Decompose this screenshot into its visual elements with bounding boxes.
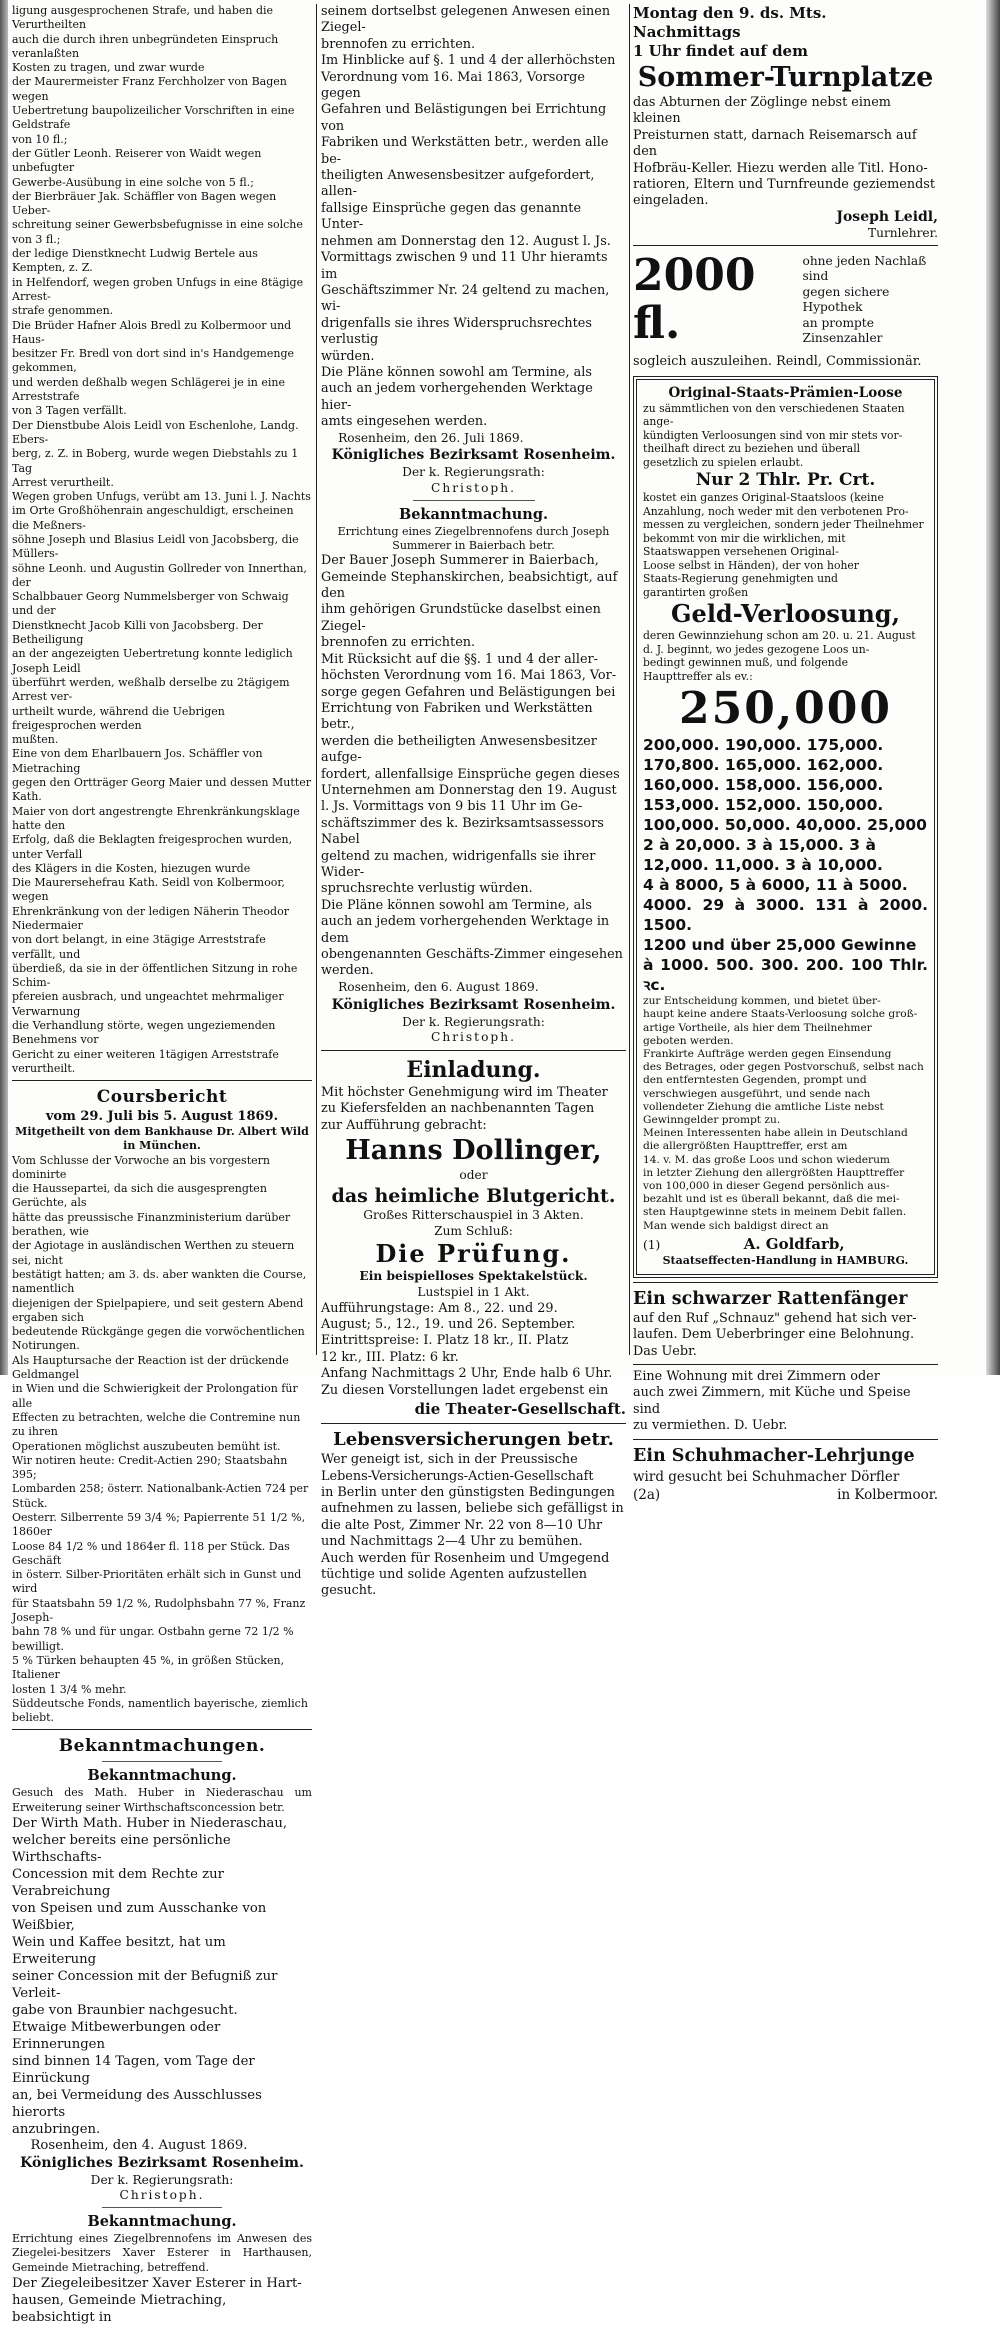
divider [413,500,535,501]
lottery-order-number: (1) [643,1237,661,1252]
court-report [12,4,312,1076]
text-line: von 100,000 in dieser Gegend persönlich aus- [643,1180,890,1192]
dog-title: Ein schwarzer Rattenfänger [633,1288,908,1309]
notice-signer: Christoph. [431,480,516,495]
zum-schluss: Zum Schluß: [434,1223,513,1238]
text-line: Haupttreffer als ev.: [643,669,753,683]
notice-subject: Errichtung eines Ziegelbrennofens durch Joseph Summerer in Baierbach betr. [337,524,610,552]
text-line: söhne Leonh. und Augustin Gollreder von Innerthan, der [12,561,307,589]
apprentice-line2: in Kolbermoor. [837,1486,938,1503]
text-line: 5 % Türken behaupten 45 %, in größen Stücken, Italiener [12,1653,285,1682]
text-line: vollendeter Ziehung die amtliche Liste nebst [643,1100,884,1113]
turnen-signer: Joseph Leidl, [836,208,938,225]
text-line: fallsige Einsprüche gegen das genannte Unter- [321,200,582,233]
notice-esterer-continued [321,4,626,497]
text-line: Gewerbe-Ausübung in eine solche von 5 fl.; [12,175,254,189]
text-line: Oesterr. Silberrente 59 3/4 %; Papierrente 51 1/2 %, 1860er [12,1510,306,1539]
text-line: Die Pläne können sowohl am Termine, als [321,897,592,913]
text-line: überführt werden, weßhalb derselbe zu 2tägigem Arrest ver- [12,675,290,704]
text-line: Wer geneigt ist, sich in der Preussische [321,1452,578,1468]
text-line: geltend zu machen, widrigenfalls sie ihrer Wider- [321,848,596,880]
notice-signer: Christoph. [119,2188,205,2203]
text-line: Meinen Interessenten habe allein in Deutschland [643,1127,908,1140]
coursbericht-city: in München. [123,1139,201,1153]
turnen-signer-title: Turnlehrer. [867,225,938,240]
play-oder: oder [459,1168,488,1183]
text-line: die Verhandlung störte, wegen ungeziemenden Benehmens vor [12,1019,276,1047]
text-line: haupt keine andere Staats-Verloosung solche groß- [643,1008,918,1021]
notice-body [321,553,626,980]
text-line: pfereien ausbrach, und ungeachtet mehrmaliger Verwarnung [12,990,284,1018]
text-line: Verordnung vom 16. Mai 1863, Vorsorge gegen [321,69,585,102]
notice-date: Rosenheim, den 4. August 1869. [30,2138,248,2154]
text-line: Man wende sich baldigst direct an [643,1219,829,1232]
text-line: ratioren, Eltern und Turnfreunde geziemendst [633,177,935,193]
text-line: bekommt von mir die wirklichen, mit [643,531,846,545]
text-line: spruchsrechte verlustig würden. [321,881,533,897]
text-line: ohne jeden Nachlaß sind [802,253,927,284]
lottery-text-a [643,402,928,470]
text-line: Gefahren und Belästigungen bei Errichtung von [321,102,607,134]
column-rule [316,4,317,1355]
text-line: drigenfalls sie ihres Widerspruchsrechtes verlustig [321,315,592,348]
text-line: Aufführungstage: Am 8., 22. und 29. [321,1300,558,1316]
text-line: die Haussepartei, da sich die ausgesprengten Gerüchte, als [12,1182,267,1210]
notice-date: Rosenheim, den 26. Juli 1869. [338,430,524,445]
divider [633,1439,938,1440]
text-line: bahn 78 % und für ungar. Ostbahn gerne 72 1/2 % bewilligt. [12,1625,294,1653]
text-line: gegen den Ortträger Georg Maier und dessen Mutter Kath. [12,776,311,804]
text-line: seinem dortselbst gelegenen Anwesen einen Ziegel- [321,4,611,36]
text-line: Vom Schlusse der Vorwoche an bis vorgestern dominirte [12,1153,270,1181]
notice-rank: Der k. Regierungsrath: [90,2172,234,2187]
text-line: den entferntesten Gegenden, prompt und [643,1074,867,1087]
notice-date: Rosenheim, den 6. August 1869. [338,979,539,994]
text-line: hausen, Gemeinde Mietraching, beabsichtigt in [12,2293,227,2326]
text-line: Frankirte Aufträge werden gegen Einsendung [643,1047,892,1060]
text-line: bestätigt hatten; am 3. ds. aber wankten die Course, namentlich [12,1267,307,1296]
text-line: obengenannten Geschäfts-Zimmer eingesehen [321,947,623,963]
text-line: würden. [321,348,375,364]
insurance-body [321,1452,626,1600]
text-line: besitzer Fr. Bredl von dort sind in's Handgemenge gekommen, [12,347,294,375]
text-line: Anzahlung, noch weder mit den verbotenen Pro- [643,504,909,518]
text-line: eingeladen. [633,193,709,209]
divider [633,245,938,246]
text-line: zur Aufführung gebracht: [321,1117,487,1133]
notice-rank: Der k. Regierungsrath: [402,465,545,480]
text-line: in österr. Silber-Prioritäten erhält sich in Gunst und wird [12,1568,302,1596]
text-line: in Helfendorf, wegen groben Unfugs in eine 8tägige Arrest- [12,275,304,303]
turnen-date: Montag den 9. ds. Mts. Nachmittags [633,4,827,41]
text-line: Geschäftszimmer Nr. 24 geltend zu machen, wi- [321,282,610,315]
text-line: Effecten zu betrachten, welche die Contremine nun zu ihren [12,1410,301,1439]
text-line: Erfolg, daß die Beklagten freigesprochen wurden, unter Verfall [12,833,293,861]
text-line: von dort belangt, in eine 3tägige Arreststrafe verfällt, und [12,933,266,961]
text-line: 200,000. 190,000. 175,000. [643,736,884,755]
scan-edge-right [986,0,1000,1375]
text-line: amts eingesehen werden. [321,414,488,430]
notice-body [321,4,626,431]
text-line: Fabriken und Werkstätten betr., werden alle be- [321,135,609,167]
text-line: 12 kr., III. Platz: 6 kr. [321,1349,459,1365]
text-line: und Nachmittags 2—4 Uhr zu bemühen. [321,1534,583,1550]
coursbericht-period: vom 29. Juli bis 5. August 1869. [45,1109,279,1125]
text-line: 12,000. 11,000. 3 à 10,000. [643,856,883,875]
turnen-ad [633,4,938,241]
text-line: Gericht zu einer weiteren 1tägigen Arreststrafe verurtheilt. [12,1047,279,1075]
text-line: der Maurermeister Franz Ferchholzer von Bagen wegen [12,75,287,103]
lottery-ad [633,376,938,1278]
lottery-prizes [643,735,928,995]
lottery-title: Original-Staats-Prämien-Loose [668,384,903,401]
text-line: in Wien und die Schwierigkeit der Prolongation für alle [12,1382,298,1410]
text-line: zu Kiefersfelden an nachbenannten Tagen [321,1101,595,1117]
text-line: sorge gegen Gefahren und Belästigungen bei [321,684,616,700]
text-line: im Orte Großhöhenrain angeschuldigt, erscheinen die Meßners- [12,504,294,532]
text-line: kostet ein ganzes Original-Staatsloos (keine [643,491,884,505]
text-line: Süddeutsche Fonds, namentlich bayerische, ziemlich beliebt. [12,1696,308,1725]
text-line: Die Brüder Hafner Alois Bredl zu Kolbermoor und Haus- [12,318,292,346]
text-line: Ehrenkränkung von der ledigen Näherin Theodor Niedermaier [12,904,289,932]
text-line: 100,000. 50,000. 40,000. 25,000 [643,816,927,835]
lottery-firm: A. Goldfarb, [743,1234,845,1253]
divider [321,1423,626,1424]
notice-body [12,1815,312,2138]
text-line: Loose selbst in Händen), der von hoher [643,558,859,572]
text-line: Anfang Nachmittags 2 Uhr, Ende halb 6 Uhr. [321,1366,613,1382]
text-line: gabe von Braunbier nachgesucht. [12,2003,238,2019]
column-left [12,4,312,2326]
dog-body [633,1311,938,1360]
text-line: sind binnen 14 Tagen, vom Tage der Einrückung [12,2054,255,2087]
text-line: des Klägers in die Kosten, hiezugen wurde [12,861,251,875]
text-line: von 10 fl.; [12,132,68,146]
text-line: losten 1 3/4 % mehr. [12,1682,127,1696]
text-line: Die Maurersehefrau Kath. Seidl von Kolbermoor, wegen [12,876,285,904]
text-line: brennofen zu errichten. [321,635,476,651]
loan-text [802,254,938,347]
lottery-jackpot: 250,000 [678,683,892,735]
play-subtitle: das heimliche Blutgericht. [331,1184,616,1207]
text-line: Der Bauer Joseph Summerer in Baierbach, [321,553,599,569]
text-line: diejenigen der Spielpapiere, und seit gestern Abend ergaben sich [12,1296,304,1324]
column-middle [321,4,626,1599]
text-line: zu sämmtlichen von den verschiedenen Staaten ange- [643,401,905,429]
text-line: d. J. beginnt, wo jedes gezogene Loos un- [643,642,870,656]
divider [12,1080,312,1081]
text-line: Dienstknecht Jacob Killi von Jacobsberg. Der Betheiligung [12,618,263,647]
text-line: 153,000. 152,000. 150,000. [643,796,884,815]
text-line: theilhaft direct zu beziehen und überall [643,442,861,456]
divider [102,1761,222,1762]
text-line: Der Ziegeleibesitzer Xaver Esterer in Hart- [12,2276,302,2292]
theater-heading: Einladung. [406,1056,541,1083]
theater-ad [321,1055,626,1419]
text-line: urtheilt wurde, während die Uebrigen freigesprochen werden [12,704,225,732]
text-line: überdieß, da sie in der öffentlichen Sitzung in rohe Schim- [12,961,298,990]
divider [633,1364,938,1365]
text-line: Gemeinde Stephanskirchen, beabsichtigt, auf den [321,569,618,602]
text-line: Auch werden für Rosenheim und Umgegend [321,1550,610,1566]
text-line: nehmen am Donnerstag den 12. August l. Js. [321,233,611,249]
text-line: auch an jedem vorhergehenden Werktage hier- [321,381,593,413]
text-line: Der Dienstbube Alois Leidl von Eschenlohe, Landg. Ebers- [12,418,299,446]
lottery-firm-sub: Staatseffecten-Handlung in HAMBURG. [662,1253,909,1267]
turnen-time: 1 Uhr findet auf dem [633,42,808,60]
text-line: an prompte Zinsenzahler [802,315,883,346]
text-line: werden die betheiligten Anwesensbesitzer aufge- [321,733,597,766]
bekanntmachungen-heading: Bekanntmachungen. [58,1736,266,1757]
text-line: Arrest verurtheilt. [12,475,114,489]
text-line: werden. [321,963,374,979]
notice-authority: Königliches Bezirksamt Rosenheim. [331,996,616,1013]
play2-title: Die Prüfung. [375,1239,572,1269]
text-line: 4000. 29 à 3000. 131 à 2000. 1500. [643,896,928,935]
text-line: 14. v. M. das große Loos und schon wiederum [643,1153,890,1166]
notice-summerer [321,504,626,1046]
text-line: Kosten zu tragen, und zwar wurde [12,61,205,75]
text-line: Eintrittspreise: I. Platz 18 kr., II. Platz [321,1333,569,1349]
text-line: Als Hauptursache der Reaction ist der drückende Geldmangel [12,1353,289,1382]
insurance-ad [321,1428,626,1600]
play-title: Hanns Dollinger, [345,1135,602,1167]
text-line: sten Hauptgewinne stets in meinem Debit fallen. [643,1206,907,1219]
text-line: Die Pläne können sowohl am Termine, als [321,364,592,380]
loan-amount: 2000 fl. [633,250,756,350]
lottery-text-c [643,629,928,683]
notice-heading: Bekanntmachung. [87,2213,237,2231]
text-line: aufnehmen zu lassen, beliebe sich gefälligst in [321,1501,624,1517]
notice-heading: Bekanntmachung. [398,505,549,523]
flat-ad [633,1369,938,1435]
text-line: messen zu vergleichen, sondern jeder Theilnehmer [643,518,924,532]
text-line: seiner Concession mit der Befugniß zur Verleit- [12,1969,278,2002]
text-line: das Abturnen der Zöglinge nebst einem kleinen [633,95,891,127]
text-line: höchsten Verordnung vom 16. Mai 1863, Vor- [321,668,617,684]
notice-signer: Christoph. [431,1030,516,1045]
text-line: an, bei Vermeidung des Ausschlusses hierorts [12,2088,262,2121]
flat-body [633,1369,938,1435]
text-line: des Betrages, oder gegen Postvorschuß, selbst nach [643,1061,924,1074]
divider [321,1050,626,1051]
text-line: söhne Joseph und Blasius Leidl von Jacobsberg, die Müllers- [12,532,299,561]
text-line: tüchtige und solide Agenten aufzustellen [321,1566,588,1582]
divider [12,1729,312,1730]
text-line: Schalbbauer Georg Nummelsberger von Schwaig und der [12,590,289,618]
text-line: Uebertretung baupolizeilicher Vorschriften in eine Geldstrafe [12,104,295,132]
text-line: Eine von dem Eharlbauern Jos. Schäffler von Mietraching [12,747,263,775]
text-line: Concession mit dem Rechte zur Verabreichung [12,1867,224,1900]
coursbericht-source: Mitgetheilt von dem Bankhause Dr. Albert Wild [15,1124,309,1138]
theater-intro [321,1085,626,1134]
text-line: theiligten Anwesensbesitzer aufgefordert, allen- [321,168,595,200]
notice-authority: Königliches Bezirksamt Rosenheim. [20,2154,304,2171]
apprentice-ad [633,1444,938,1504]
theater-details [321,1301,626,1399]
coursbericht-title: Coursbericht [96,1087,228,1108]
text-line: welcher bereits eine persönliche Wirthschafts- [12,1833,231,1866]
scan-edge-left [0,0,8,1375]
text-line: Staats-Regierung genehmigten und [643,572,838,586]
text-line: und werden deßhalb wegen Schlägerei je in eine Arreststrafe [12,375,286,404]
coursbericht [12,1085,312,1725]
text-line: Unternehmen am Donnerstag den 19. August [321,782,617,798]
text-line: der Bierbräuer Jak. Schäffler von Bagen wegen Ueber- [12,189,277,218]
text-line: der Gütler Leonh. Reiserer von Waidt wegen unbefugter [12,146,262,175]
text-line: auch die durch ihren unbegründeten Einspruch veranlaßten [12,32,279,60]
text-line: Operationen möglichst auszubeuten bemüht ist. [12,1439,281,1453]
apprentice-line1: wird gesucht bei Schuhmacher Dörfler [633,1468,900,1485]
notice-rank: Der k. Regierungsrath: [402,1014,545,1029]
text-line: à 1000. 500. 300. 200. 100 Thlr. ꝛc. [643,956,928,995]
text-line: kündigten Verloosungen sind von mir stets vor- [643,428,903,442]
text-line: geboten werden. [643,1034,734,1047]
column-right [633,4,938,1503]
text-line: der ledige Dienstknecht Ludwig Bertele aus Kempten, z. Z. [12,247,258,275]
text-line: in Berlin unter den günstigsten Bedingungen [321,1484,615,1500]
text-line: laufen. Dem Ueberbringer eine Belohnung. [633,1327,915,1343]
text-line: Hofbräu-Keller. Hiezu werden alle Titl. Hono- [633,160,928,176]
text-line: Im Hinblicke auf §. 1 und 4 der allerhöchsten [321,53,616,69]
text-line: an der angezeigten Uebertretung konnte lediglich Joseph Leidl [12,647,293,675]
coursbericht-body [12,1154,312,1726]
dog-ad [633,1287,938,1360]
notice-huber [12,1765,312,2204]
text-line: Wegen groben Unfugs, verübt am 13. Juni l. J. Nachts [12,490,311,504]
divider [102,2207,222,2208]
turnen-body [633,95,938,210]
text-line: schäftszimmer des k. Bezirksamtsassessors Nabel [321,815,604,848]
play2-genre: Lustspiel in 1 Akt. [417,1284,530,1299]
notice-authority: Königliches Bezirksamt Rosenheim. [331,447,616,464]
text-line: die alte Post, Zimmer Nr. 22 von 8—10 Uhr [321,1517,603,1533]
text-line: gesucht. [321,1583,377,1599]
text-line: zur Entscheidung kommen, und bietet über- [643,995,881,1008]
lottery-price: Nur 2 Thlr. Pr. Crt. [695,470,876,491]
text-line: auf den Ruf „Schnauz" gehend hat sich ver- [633,1310,917,1326]
lottery-text-b [643,491,928,599]
text-line: Wir notiren heute: Credit-Actien 290; Staatsbahn 395; [12,1453,288,1482]
text-line: auch an jedem vorhergehenden Werktage in dem [321,914,610,946]
text-line: Wein und Kaffee besitzt, hat um Erweiterung [12,1935,226,1968]
text-line: Der Wirth Math. Huber in Niederaschau, [12,1816,288,1832]
text-line: ihm gehörigen Grundstücke daselbst einen Ziegel- [321,602,601,634]
text-line: mußten. [12,733,59,747]
text-line: Lombarden 258; österr. Nationalbank-Actien 724 per Stück. [12,1482,309,1510]
text-line: Staatswappen versehenen Original- [643,545,839,559]
play-genre: Großes Ritterschauspiel in 3 Akten. [363,1207,584,1222]
text-line: 170,800. 165,000. 162,000. [643,756,884,775]
text-line: Gewinngelder prompt zu. [643,1113,781,1126]
text-line: in letzter Ziehung den allergrößten Haupttreffer [643,1166,905,1179]
text-line: strafe genommen. [12,304,114,318]
text-line: von 3 Tagen verfällt. [12,404,127,418]
text-line: fordert, allenfallsige Einsprüche gegen dieses [321,766,620,782]
apprentice-number: (2a) [633,1486,661,1503]
loan-ad [633,252,938,370]
text-line: bezahlt und ist es überall bekannt, daß die mei- [643,1193,900,1206]
text-line: Etwaige Mitbewerbungen oder Erinnerungen [12,2020,221,2053]
notice-heading: Bekanntmachung. [87,1767,237,1785]
turnen-title: Sommer-Turnplatze [637,62,934,93]
text-line: die allergrößten Haupttreffer, erst am [643,1140,848,1153]
text-line: schreitung seiner Gewerbsbefugnisse in eine solche von 3 fl.; [12,218,303,246]
notice-body [12,2275,312,2326]
text-line: für Staatsbahn 59 1/2 %, Rudolphsbahn 77 %, Franz Joseph- [12,1596,306,1625]
text-line: 2 à 20,000. 3 à 15,000. 3 à [643,836,876,855]
text-line: Preisturnen statt, darnach Reisemarsch auf den [633,127,917,160]
text-line: auch zwei Zimmern, mit Küche und Speise sind [633,1385,911,1417]
text-line: gesetzlich zu spielen erlaubt. [643,455,804,469]
notice-esterer [12,2211,312,2326]
text-line: 1200 und über 25,000 Gewinne [643,936,917,955]
text-line: Mit Rücksicht auf die §§. 1 und 4 der aller- [321,651,598,667]
play2-subtitle: Ein beispielloses Spektakelstück. [359,1269,588,1284]
text-line: zu vermiethen. D. Uebr. [633,1418,788,1434]
text-line: berg, z. Z. in Boberg, wurde wegen Diebstahls zu 1 Tag [12,447,299,475]
text-line: 4 à 8000, 5 à 6000, 11 à 5000. [643,876,908,895]
text-line: der Agiotage in ausländischen Werthen zu steuern sei, nicht [12,1239,295,1267]
text-line: verschwiegen ausgeführt, und sende nach [643,1087,871,1100]
text-line: ligung ausgesprochenen Strafe, und haben die Verurtheilten [12,4,274,32]
divider [633,1282,938,1283]
lottery-text-d [643,995,928,1233]
text-line: Mit höchster Genehmigung wird im Theater [321,1084,608,1100]
column-rule [629,4,630,1355]
text-line: Vormittags zwischen 9 und 11 Uhr hieramts im [321,250,608,282]
text-line: Zu diesen Vorstellungen ladet ergebenst ein [321,1382,609,1398]
text-line: Maier von dort angestrengte Ehrenkränkungsklage hatte den [12,804,300,832]
text-line: anzubringen. [12,2122,101,2138]
text-line: deren Gewinnziehung schon am 20. u. 21. August [643,629,916,643]
text-line: Das Uebr. [633,1343,697,1359]
insurance-heading: Lebensversicherungen betr. [333,1429,614,1451]
text-line: Loose 84 1/2 % und 1864er fl. 118 per Stück. Das Geschäft [12,1539,290,1567]
apprentice-title: Ein Schuhmacher-Lehrjunge [633,1445,915,1466]
lottery-big-title: Geld-Verloosung, [671,599,900,629]
text-line: l. Js. Vormittags von 9 bis 11 Uhr im Ge- [321,799,583,815]
text-line: Lebens-Versicherungs-Actien-Gesellschaft [321,1468,594,1484]
text-line: bedeutende Rückgänge gegen die vorwöchentlichen Notirungen. [12,1325,305,1353]
text-line: brennofen zu errichten. [321,36,476,52]
text-line: 160,000. 158,000. 156,000. [643,776,884,795]
text-line: August; 5., 12., 19. und 26. September. [321,1317,576,1333]
text-line: artige Vortheile, als hier dem Theilnehmer [643,1021,872,1034]
notice-subject: Gesuch des Math. Huber in Niederaschau um Erweiterung seiner Wirthschaftsconcession betr. [12,1786,312,1814]
text-line: Eine Wohnung mit drei Zimmern oder [633,1369,880,1385]
theater-signer: die Theater-Gesellschaft. [414,1400,626,1419]
text-line: gegen sichere Hypothek [802,284,890,315]
text-line: von Speisen und zum Ausschanke von Weißbier, [12,1901,267,1934]
loan-last-line: sogleich auszuleihen. Reindl, Commissionär. [633,354,922,370]
text-line: hätte das preussische Finanzministerium darüber berathen, wie [12,1210,291,1239]
text-line: Errichtung von Fabriken und Werkstätten betr., [321,700,593,733]
notice-subject: Errichtung eines Ziegelbrennofens im Anwesen des Ziegelei-besitzers Xaver Esterer in Harthausen, Gemeinde Mietraching, betreffend. [12,2232,312,2274]
text-line: bedingt gewinnen muß, und folgende [643,656,849,670]
text-line: garantirten großen [643,585,749,599]
